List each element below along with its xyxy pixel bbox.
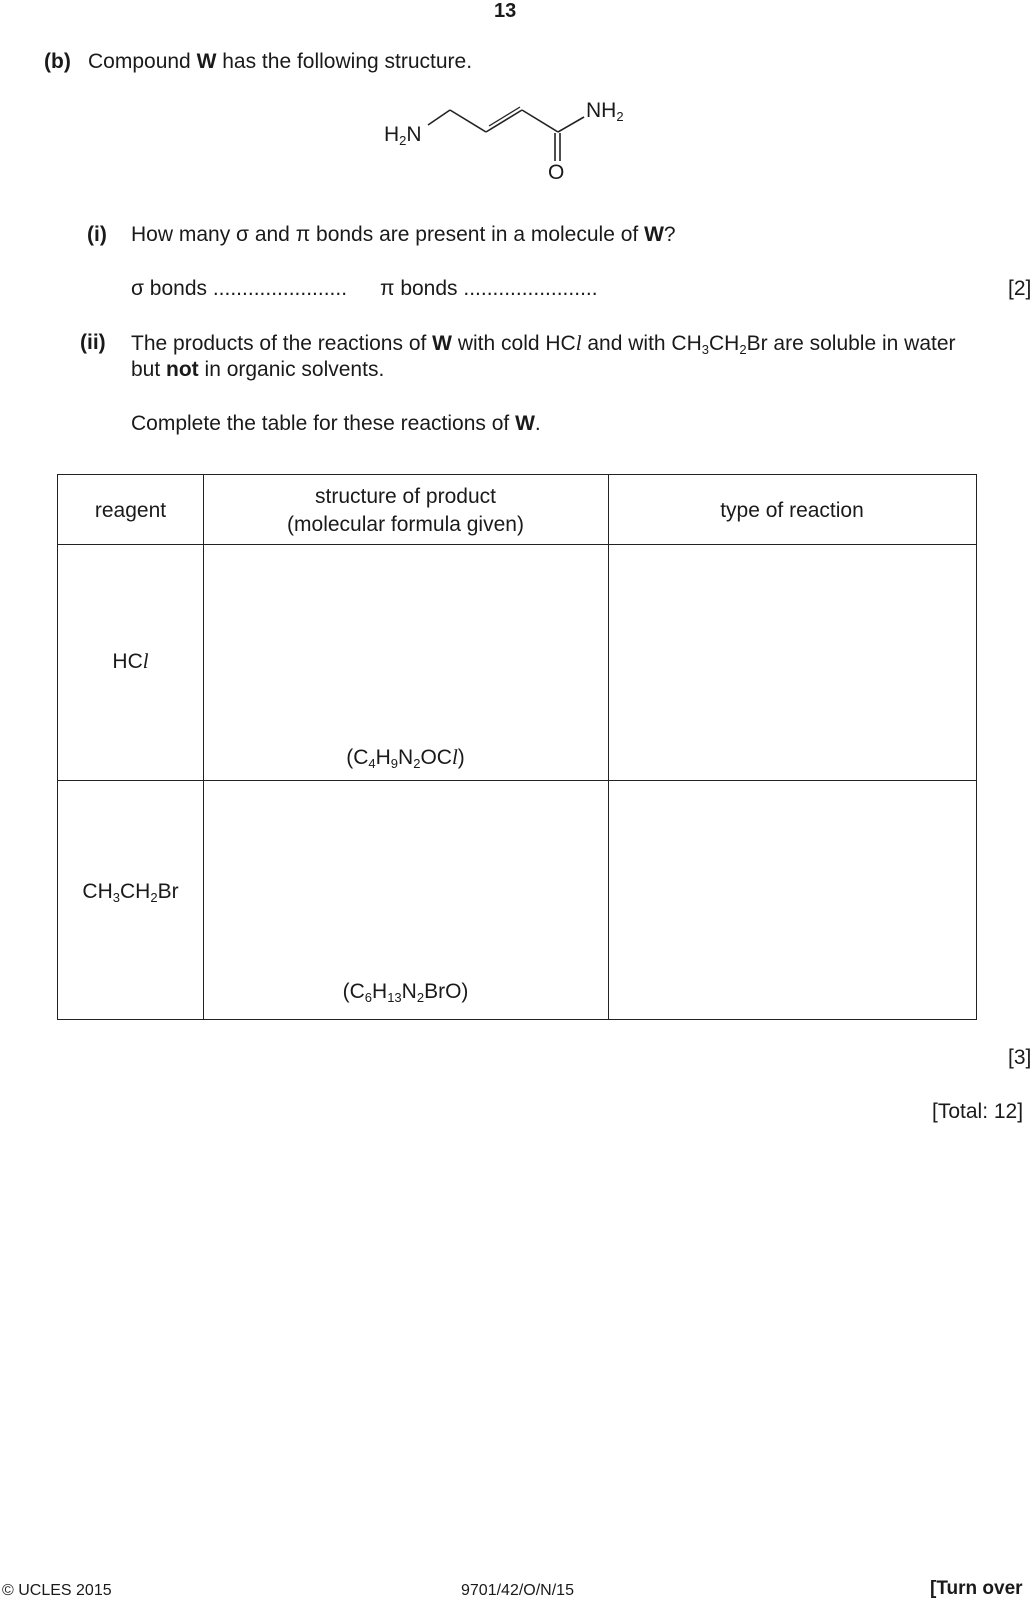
table-divider-header <box>58 544 976 545</box>
part-ii-label: (ii) <box>80 331 106 354</box>
footer-copyright: © UCLES 2015 <box>2 1582 112 1599</box>
part-b-label: (b) <box>44 50 71 73</box>
header-structure-line1: structure of product <box>315 485 496 508</box>
part-b-intro: Compound W has the following structure. <box>88 50 473 73</box>
part-ii-line2: but not in organic solvents. <box>131 358 385 381</box>
row2-product-formula: $(C_6H_{13}N_2BrO)$ <box>342 980 469 1005</box>
row1-reaction-type-answer[interactable] <box>610 547 976 779</box>
part-i-marks: [2] <box>1008 277 1032 300</box>
part-ii-instruction: Complete the table for these reactions of W. <box>131 412 541 435</box>
row1-product-formula: $(C_4H_9N_2OCl)$ <box>346 745 465 771</box>
header-reagent: reagent <box>94 499 167 522</box>
compound-w-structure <box>380 95 640 195</box>
header-type: type of reaction <box>720 499 864 522</box>
part-ii-line1: The products of the reactions of W with cold HCl and with $CH_3CH_2Br$ are soluble in water <box>131 331 956 357</box>
table-marks: [3] <box>1008 1046 1032 1069</box>
header-structure-line2: (molecular formula given) <box>287 513 524 536</box>
carbonyl-oxygen-label: O <box>548 161 565 184</box>
footer-turn-over: [Turn over <box>930 1578 1023 1599</box>
row2-structure-answer-area[interactable] <box>205 783 607 973</box>
row1-structure-answer-area[interactable] <box>205 547 607 742</box>
total-marks: [Total: 12] <box>932 1100 1024 1123</box>
footer-paper-code: 9701/42/O/N/15 <box>461 1582 574 1599</box>
sigma-bonds-answer[interactable]: σ bonds ....................... <box>131 277 348 300</box>
table-divider-row <box>58 780 976 781</box>
row1-reagent: HCl <box>112 649 149 673</box>
amide-nh2-label: $NH_2$ <box>586 99 624 124</box>
table-divider-col2 <box>608 475 609 1019</box>
part-i-label: (i) <box>87 223 107 246</box>
row2-reaction-type-answer[interactable] <box>610 783 976 1019</box>
amine-group-label: $H_2N$ <box>384 123 422 148</box>
reactions-table <box>57 474 977 1020</box>
pi-bonds-answer[interactable]: π bonds ....................... <box>380 277 598 300</box>
page-number: 13 <box>494 0 517 22</box>
row2-reagent: $CH_3CH_2Br$ <box>82 880 179 905</box>
part-i-question: How many σ and π bonds are present in a molecule of W? <box>131 223 676 246</box>
